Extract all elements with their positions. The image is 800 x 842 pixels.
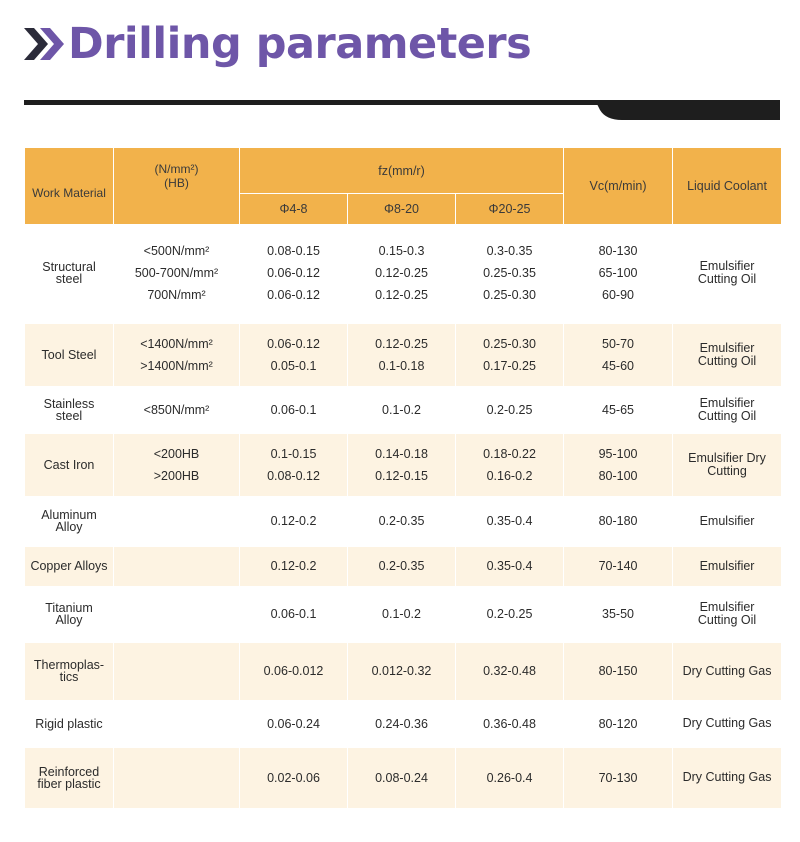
- material-cell: [25, 387, 114, 433]
- coolant-cell: [673, 747, 782, 808]
- header-strength: (N/mm²) (HB): [114, 148, 240, 225]
- d1-value: 0.08-0.12: [267, 468, 320, 483]
- strength-value: 700N/mm²: [147, 288, 206, 303]
- strength-value: <500N/mm²: [143, 244, 210, 259]
- fz-d3-cell: [456, 433, 564, 497]
- vc-cell: [564, 747, 673, 808]
- d2-value: 0.15-0.3: [378, 244, 425, 259]
- fz-d3-cell: [456, 587, 564, 642]
- vc-value: 65-100: [598, 266, 638, 281]
- fz-d3-cell: [456, 225, 564, 323]
- vc-value: 60-90: [602, 288, 635, 303]
- material-label: Thermoplas-tics: [33, 658, 105, 684]
- fz-d2-cell: [348, 642, 456, 701]
- d1-value: 0.06-0.24: [267, 716, 320, 731]
- material-cell: [25, 546, 114, 587]
- strength-value: 500-700N/mm²: [134, 266, 219, 281]
- coolant-label: Emulsifier Cutting Oil: [697, 395, 757, 423]
- vc-value: 35-50: [602, 607, 635, 621]
- vc-cell: [564, 433, 673, 497]
- vc-cell: [564, 587, 673, 642]
- material-cell: [25, 497, 114, 546]
- d3-value: 0.16-0.2: [486, 468, 533, 483]
- d2-value: 0.1-0.2: [382, 607, 421, 621]
- d2-value: 0.24-0.36: [375, 716, 428, 731]
- d3-value: 0.25-0.35: [483, 266, 536, 281]
- coolant-cell: [673, 433, 782, 497]
- d2-value: 0.12-0.25: [375, 288, 428, 303]
- fz-d3-cell: [456, 642, 564, 701]
- vc-cell: [564, 387, 673, 433]
- strength-cell: [114, 323, 240, 387]
- material-label: Reinforced fiber plastic: [37, 764, 101, 791]
- coolant-label: Emulsifier Cutting Oil: [697, 600, 757, 627]
- d2-value: 0.08-0.24: [375, 770, 428, 785]
- material-cell: [25, 225, 114, 323]
- table-row: [25, 497, 782, 546]
- coolant-label: Dry Cutting Gas: [682, 716, 772, 730]
- material-label: Cast Iron: [43, 457, 95, 472]
- double-chevron-icon: [22, 22, 66, 66]
- table-row: [25, 701, 782, 747]
- fz-d1-cell: [240, 701, 348, 747]
- fz-d3-cell: [456, 747, 564, 808]
- fz-d2-cell: [348, 323, 456, 387]
- vc-cell: [564, 225, 673, 323]
- vc-value: 80-180: [598, 514, 638, 528]
- fz-d2-cell: [348, 433, 456, 497]
- d2-value: 0.2-0.35: [378, 559, 425, 573]
- strength-value: <200HB: [153, 446, 200, 461]
- d3-value: 0.25-0.30: [483, 288, 536, 303]
- fz-d2-cell: [348, 387, 456, 433]
- material-cell: [25, 433, 114, 497]
- d2-value: 0.012-0.32: [371, 664, 432, 678]
- coolant-label: Dry Cutting Gas: [682, 663, 772, 678]
- d1-value: 0.06-0.1: [270, 402, 317, 417]
- d1-value: 0.1-0.15: [270, 446, 317, 461]
- strength-cell: [114, 642, 240, 701]
- fz-d2-cell: [348, 701, 456, 747]
- table-row: [25, 747, 782, 808]
- d1-value: 0.06-0.12: [267, 288, 320, 303]
- vc-value: 70-130: [598, 770, 638, 785]
- vc-value: 80-100: [598, 468, 638, 483]
- vc-value: 45-65: [602, 402, 635, 417]
- table-row: [25, 387, 782, 433]
- d2-value: 0.12-0.15: [375, 468, 428, 483]
- d2-value: 0.2-0.35: [378, 514, 425, 528]
- d1-value: 0.06-0.12: [267, 336, 320, 351]
- strength-cell: [114, 701, 240, 747]
- strength-cell: [114, 587, 240, 642]
- table-row: [25, 642, 782, 701]
- material-label: Stainless steel: [43, 396, 95, 423]
- coolant-cell: [673, 587, 782, 642]
- title-bar: [22, 14, 531, 74]
- coolant-cell: [673, 642, 782, 701]
- d3-value: 0.2-0.25: [486, 607, 533, 621]
- table-row: [25, 225, 782, 323]
- parameters-table: [24, 147, 782, 808]
- fz-d3-cell: [456, 323, 564, 387]
- d2-value: 0.12-0.25: [375, 336, 428, 351]
- d1-value: 0.08-0.15: [267, 244, 320, 259]
- d3-value: 0.17-0.25: [483, 358, 536, 373]
- vc-cell: [564, 642, 673, 701]
- header-work-material: Work Material: [25, 148, 114, 225]
- material-label: Rigid plastic: [35, 716, 103, 731]
- fz-d1-cell: [240, 587, 348, 642]
- fz-d2-cell: [348, 747, 456, 808]
- coolant-cell: [673, 323, 782, 387]
- header-d2: Φ8-20: [348, 194, 456, 225]
- material-label: Structural steel: [42, 260, 96, 287]
- fz-d1-cell: [240, 323, 348, 387]
- d3-value: 0.35-0.4: [486, 514, 533, 528]
- d2-value: 0.1-0.18: [378, 358, 425, 373]
- d3-value: 0.26-0.4: [486, 770, 533, 785]
- coolant-label: Emulsifier: [699, 558, 755, 573]
- table-row: [25, 587, 782, 642]
- material-label: Copper Alloys: [30, 559, 108, 573]
- d1-value: 0.02-0.06: [267, 770, 320, 785]
- coolant-cell: [673, 387, 782, 433]
- d3-value: 0.32-0.48: [483, 664, 536, 678]
- d1-value: 0.06-0.012: [263, 664, 324, 678]
- vc-cell: [564, 701, 673, 747]
- d1-value: 0.05-0.1: [270, 358, 317, 373]
- strength-cell: [114, 387, 240, 433]
- vc-cell: [564, 497, 673, 546]
- coolant-label: Emulsifier Dry Cutting: [688, 450, 766, 478]
- coolant-cell: [673, 497, 782, 546]
- strength-cell: [114, 546, 240, 587]
- material-cell: [25, 587, 114, 642]
- table-row: [25, 546, 782, 587]
- fz-d3-cell: [456, 387, 564, 433]
- strength-value: >200HB: [153, 468, 200, 483]
- header-coolant: Liquid Coolant: [673, 148, 782, 225]
- d1-value: 0.06-0.12: [267, 266, 320, 281]
- fz-d1-cell: [240, 642, 348, 701]
- d1-value: 0.12-0.2: [270, 559, 317, 573]
- vc-value: 80-130: [598, 244, 638, 259]
- page-title: Drilling parameters: [68, 18, 532, 69]
- fz-d3-cell: [456, 546, 564, 587]
- fz-d1-cell: [240, 497, 348, 546]
- fz-d3-cell: [456, 497, 564, 546]
- strength-cell: [114, 433, 240, 497]
- fz-d1-cell: [240, 387, 348, 433]
- coolant-label: Dry Cutting Gas: [682, 770, 772, 784]
- table-row: [25, 433, 782, 497]
- fz-d2-cell: [348, 546, 456, 587]
- fz-d2-cell: [348, 587, 456, 642]
- coolant-cell: [673, 701, 782, 747]
- coolant-cell: [673, 546, 782, 587]
- material-cell: [25, 701, 114, 747]
- d2-value: 0.14-0.18: [375, 446, 428, 461]
- strength-cell: [114, 225, 240, 323]
- fz-d3-cell: [456, 701, 564, 747]
- strength-value: <1400N/mm²: [140, 336, 213, 351]
- vc-value: 70-140: [598, 559, 638, 573]
- coolant-cell: [673, 225, 782, 323]
- fz-d1-cell: [240, 433, 348, 497]
- d3-value: 0.2-0.25: [486, 402, 533, 417]
- fz-d2-cell: [348, 497, 456, 546]
- strength-cell: [114, 497, 240, 546]
- vc-value: 80-150: [598, 664, 638, 678]
- material-label: Tool Steel: [41, 347, 97, 362]
- coolant-label: Emulsifier Cutting Oil: [697, 340, 757, 368]
- header-vc: Vc(m/min): [564, 148, 673, 225]
- d3-value: 0.35-0.4: [486, 559, 533, 573]
- d1-value: 0.06-0.1: [270, 607, 317, 621]
- strength-cell: [114, 747, 240, 808]
- material-cell: [25, 747, 114, 808]
- header-d1: Φ4-8: [240, 194, 348, 225]
- material-label: Titanium Alloy: [45, 601, 93, 627]
- fz-d1-cell: [240, 546, 348, 587]
- strength-value: <850N/mm²: [143, 402, 210, 417]
- material-cell: [25, 323, 114, 387]
- fz-d2-cell: [348, 225, 456, 323]
- d2-value: 0.12-0.25: [375, 266, 428, 281]
- title-underline: [24, 98, 780, 120]
- header-fz: fz(mm/r): [240, 148, 564, 194]
- d3-value: 0.25-0.30: [483, 336, 536, 351]
- vc-value: 45-60: [602, 358, 635, 373]
- vc-cell: [564, 323, 673, 387]
- d1-value: 0.12-0.2: [270, 514, 317, 528]
- coolant-label: Emulsifier Cutting Oil: [697, 259, 757, 287]
- material-label: Aluminum Alloy: [41, 508, 97, 534]
- d3-value: 0.3-0.35: [486, 244, 533, 259]
- d3-value: 0.36-0.48: [483, 716, 536, 731]
- table-row: [25, 323, 782, 387]
- material-cell: [25, 642, 114, 701]
- vc-value: 50-70: [602, 336, 635, 351]
- fz-d1-cell: [240, 225, 348, 323]
- fz-d1-cell: [240, 747, 348, 808]
- vc-value: 95-100: [598, 446, 638, 461]
- vc-cell: [564, 546, 673, 587]
- header-d3: Φ20-25: [456, 194, 564, 225]
- d3-value: 0.18-0.22: [483, 446, 536, 461]
- coolant-label: Emulsifier: [699, 513, 755, 528]
- d2-value: 0.1-0.2: [382, 402, 421, 417]
- strength-value: >1400N/mm²: [140, 358, 213, 373]
- vc-value: 80-120: [598, 716, 638, 731]
